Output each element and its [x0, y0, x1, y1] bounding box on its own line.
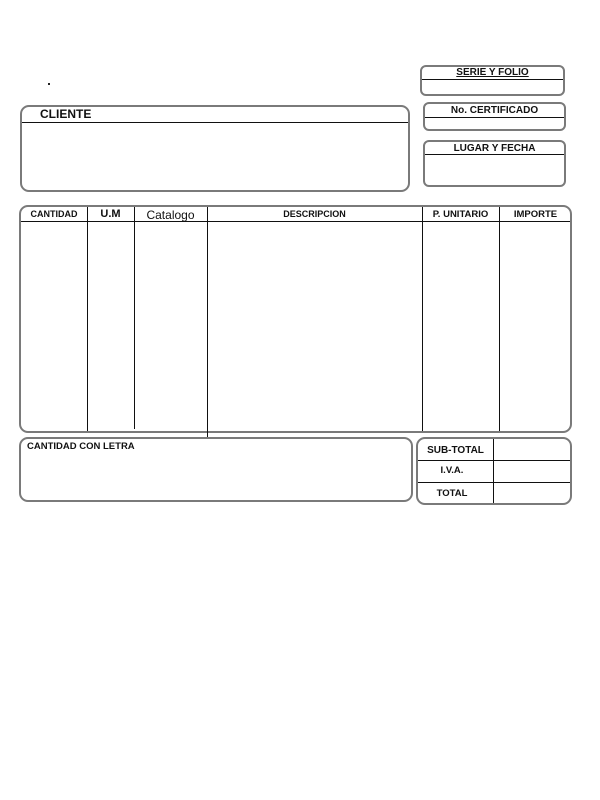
subtotal-label: SUB-TOTAL — [427, 445, 484, 456]
subtotal-value[interactable] — [494, 439, 570, 460]
cliente-box — [20, 105, 410, 192]
iva-value[interactable] — [494, 461, 570, 482]
cantidad-letra-box — [19, 437, 413, 502]
lugar-fecha-box — [423, 140, 566, 187]
certificado-label: No. CERTIFICADO — [450, 105, 539, 116]
serie-folio-box — [420, 65, 565, 96]
totals-box — [416, 437, 572, 505]
col-catalogo: Catalogo — [146, 208, 195, 222]
total-label: TOTAL — [436, 488, 468, 499]
iva-label: I.V.A. — [440, 465, 464, 476]
col-um: U.M — [100, 208, 121, 220]
items-table — [19, 205, 572, 433]
cantidad-letra-label: CANTIDAD CON LETRA — [27, 441, 135, 452]
col-importe: IMPORTE — [513, 209, 558, 220]
serie-folio-label: SERIE Y FOLIO — [456, 67, 529, 78]
lugar-fecha-label: LUGAR Y FECHA — [453, 143, 536, 154]
cliente-label: CLIENTE — [40, 107, 92, 121]
col-descripcion: DESCRIPCION — [283, 209, 346, 219]
stray-dot — [48, 83, 50, 85]
col-cantidad: CANTIDAD — [30, 209, 78, 219]
certificado-box — [423, 102, 566, 131]
col-p-unitario: P. UNITARIO — [432, 209, 489, 220]
total-value[interactable] — [494, 483, 570, 503]
